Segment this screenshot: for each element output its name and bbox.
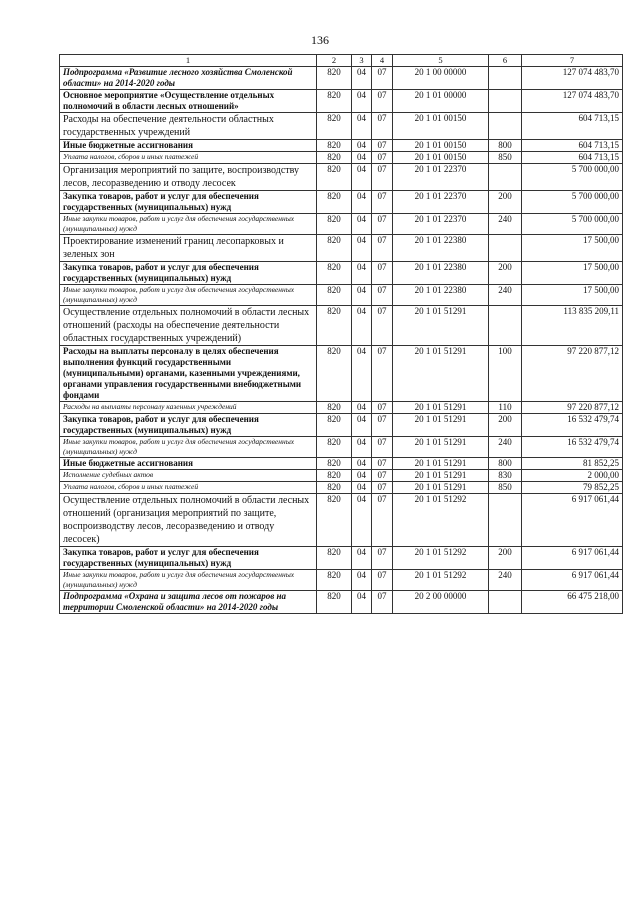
ministry-code-cell: 820 xyxy=(317,494,352,547)
column-header: 6 xyxy=(489,55,522,67)
ministry-code-cell: 820 xyxy=(317,402,352,414)
target-article-cell: 20 1 01 22370 xyxy=(393,164,489,191)
ministry-code-cell: 820 xyxy=(317,90,352,113)
target-article-cell: 20 1 01 00150 xyxy=(393,152,489,164)
expense-type-cell: 240 xyxy=(489,437,522,458)
section-code-cell: 04 xyxy=(352,570,372,591)
amount-cell: 5 700 000,00 xyxy=(522,164,623,191)
expense-type-cell: 110 xyxy=(489,402,522,414)
section-code-cell: 04 xyxy=(352,414,372,437)
ministry-code-cell: 820 xyxy=(317,470,352,482)
section-code-cell: 04 xyxy=(352,164,372,191)
ministry-code-cell: 820 xyxy=(317,262,352,285)
ministry-code-cell: 820 xyxy=(317,346,352,402)
table-row xyxy=(60,164,623,191)
expense-type-cell: 240 xyxy=(489,214,522,235)
table-row xyxy=(60,285,623,306)
expense-type-cell: 800 xyxy=(489,140,522,152)
section-code-cell: 04 xyxy=(352,470,372,482)
target-article-cell: 20 1 01 51292 xyxy=(393,494,489,547)
row-name-cell: Иные бюджетные ассигнования xyxy=(60,458,317,470)
subsection-code-cell: 07 xyxy=(372,482,393,494)
expense-type-cell: 850 xyxy=(489,482,522,494)
subsection-code-cell: 07 xyxy=(372,306,393,346)
row-name-cell: Закупка товаров, работ и услуг для обеспечения государственных (муниципальных) нужд xyxy=(60,414,317,437)
expense-type-cell xyxy=(489,164,522,191)
expense-type-cell xyxy=(489,235,522,262)
amount-cell: 66 475 218,00 xyxy=(522,591,623,614)
table-row xyxy=(60,494,623,547)
amount-cell: 16 532 479,74 xyxy=(522,437,623,458)
subsection-code-cell: 07 xyxy=(372,90,393,113)
amount-cell: 6 917 061,44 xyxy=(522,494,623,547)
section-code-cell: 04 xyxy=(352,262,372,285)
amount-cell: 6 917 061,44 xyxy=(522,570,623,591)
expense-type-cell xyxy=(489,494,522,547)
section-code-cell: 04 xyxy=(352,113,372,140)
row-name-cell: Исполнение судебных актов xyxy=(60,470,317,482)
amount-cell: 604 713,15 xyxy=(522,113,623,140)
row-name-cell: Уплата налогов, сборов и иных платежей xyxy=(60,152,317,164)
target-article-cell: 20 1 01 22380 xyxy=(393,285,489,306)
column-header: 7 xyxy=(522,55,623,67)
ministry-code-cell: 820 xyxy=(317,152,352,164)
expense-type-cell: 830 xyxy=(489,470,522,482)
target-article-cell: 20 1 01 51292 xyxy=(393,547,489,570)
table-row xyxy=(60,591,623,614)
ministry-code-cell: 820 xyxy=(317,547,352,570)
table-row xyxy=(60,458,623,470)
amount-cell: 17 500,00 xyxy=(522,262,623,285)
amount-cell: 604 713,15 xyxy=(522,140,623,152)
amount-cell: 127 074 483,70 xyxy=(522,90,623,113)
table-row xyxy=(60,306,623,346)
section-code-cell: 04 xyxy=(352,67,372,90)
expense-type-cell: 200 xyxy=(489,547,522,570)
target-article-cell: 20 1 01 22370 xyxy=(393,191,489,214)
row-name-cell: Подпрограмма «Охрана и защита лесов от пожаров на территории Смоленской области» на 2014-2020 годы xyxy=(60,591,317,614)
expense-type-cell xyxy=(489,90,522,113)
ministry-code-cell: 820 xyxy=(317,235,352,262)
amount-cell: 604 713,15 xyxy=(522,152,623,164)
target-article-cell: 20 1 01 51291 xyxy=(393,346,489,402)
expense-type-cell: 200 xyxy=(489,191,522,214)
section-code-cell: 04 xyxy=(352,458,372,470)
amount-cell: 79 852,25 xyxy=(522,482,623,494)
row-name-cell: Осуществление отдельных полномочий в области лесных отношений (организация мероприятий по защите, воспроизводству лесов, лесоразведению и отводу лесосек) xyxy=(60,494,317,547)
section-code-cell: 04 xyxy=(352,214,372,235)
ministry-code-cell: 820 xyxy=(317,113,352,140)
table-row xyxy=(60,346,623,402)
section-code-cell: 04 xyxy=(352,191,372,214)
section-code-cell: 04 xyxy=(352,152,372,164)
section-code-cell: 04 xyxy=(352,591,372,614)
target-article-cell: 20 1 01 51291 xyxy=(393,414,489,437)
row-name-cell: Закупка товаров, работ и услуг для обеспечения государственных (муниципальных) нужд xyxy=(60,191,317,214)
target-article-cell: 20 1 01 22370 xyxy=(393,214,489,235)
row-name-cell: Основное мероприятие «Осуществление отдельных полномочий в области лесных отношений» xyxy=(60,90,317,113)
ministry-code-cell: 820 xyxy=(317,285,352,306)
table-row xyxy=(60,414,623,437)
row-name-cell: Проектирование изменений границ лесопарковых и зеленых зон xyxy=(60,235,317,262)
expense-type-cell: 240 xyxy=(489,285,522,306)
ministry-code-cell: 820 xyxy=(317,214,352,235)
table-row xyxy=(60,547,623,570)
expense-type-cell xyxy=(489,591,522,614)
ministry-code-cell: 820 xyxy=(317,164,352,191)
row-name-cell: Закупка товаров, работ и услуг для обеспечения государственных (муниципальных) нужд xyxy=(60,547,317,570)
subsection-code-cell: 07 xyxy=(372,235,393,262)
target-article-cell: 20 2 00 00000 xyxy=(393,591,489,614)
amount-cell: 17 500,00 xyxy=(522,235,623,262)
target-article-cell: 20 1 00 00000 xyxy=(393,67,489,90)
subsection-code-cell: 07 xyxy=(372,164,393,191)
target-article-cell: 20 1 01 51291 xyxy=(393,402,489,414)
target-article-cell: 20 1 01 22380 xyxy=(393,262,489,285)
budget-table xyxy=(59,54,623,614)
target-article-cell: 20 1 01 51291 xyxy=(393,437,489,458)
table-row xyxy=(60,482,623,494)
section-code-cell: 04 xyxy=(352,482,372,494)
subsection-code-cell: 07 xyxy=(372,262,393,285)
ministry-code-cell: 820 xyxy=(317,482,352,494)
table-row xyxy=(60,470,623,482)
column-header: 1 xyxy=(60,55,317,67)
amount-cell: 2 000,00 xyxy=(522,470,623,482)
target-article-cell: 20 1 01 00000 xyxy=(393,90,489,113)
ministry-code-cell: 820 xyxy=(317,191,352,214)
table-row xyxy=(60,402,623,414)
column-header: 4 xyxy=(372,55,393,67)
section-code-cell: 04 xyxy=(352,494,372,547)
subsection-code-cell: 07 xyxy=(372,152,393,164)
target-article-cell: 20 1 01 00150 xyxy=(393,140,489,152)
subsection-code-cell: 07 xyxy=(372,402,393,414)
row-name-cell: Иные бюджетные ассигнования xyxy=(60,140,317,152)
header-row xyxy=(60,55,623,67)
ministry-code-cell: 820 xyxy=(317,306,352,346)
table-row xyxy=(60,262,623,285)
expense-type-cell: 200 xyxy=(489,414,522,437)
subsection-code-cell: 07 xyxy=(372,414,393,437)
expense-type-cell xyxy=(489,306,522,346)
section-code-cell: 04 xyxy=(352,140,372,152)
expense-type-cell: 100 xyxy=(489,346,522,402)
ministry-code-cell: 820 xyxy=(317,437,352,458)
row-name-cell: Организация мероприятий по защите, воспроизводству лесов, лесоразведению и отводу лесосек xyxy=(60,164,317,191)
subsection-code-cell: 07 xyxy=(372,285,393,306)
amount-cell: 5 700 000,00 xyxy=(522,214,623,235)
subsection-code-cell: 07 xyxy=(372,470,393,482)
expense-type-cell xyxy=(489,113,522,140)
target-article-cell: 20 1 01 51291 xyxy=(393,470,489,482)
expense-type-cell: 800 xyxy=(489,458,522,470)
expense-type-cell xyxy=(489,67,522,90)
row-name-cell: Иные закупки товаров, работ и услуг для обеспечения государственных (муниципальных) нужд xyxy=(60,214,317,235)
section-code-cell: 04 xyxy=(352,547,372,570)
section-code-cell: 04 xyxy=(352,90,372,113)
table-row xyxy=(60,113,623,140)
target-article-cell: 20 1 01 00150 xyxy=(393,113,489,140)
subsection-code-cell: 07 xyxy=(372,67,393,90)
section-code-cell: 04 xyxy=(352,306,372,346)
subsection-code-cell: 07 xyxy=(372,113,393,140)
amount-cell: 127 074 483,70 xyxy=(522,67,623,90)
amount-cell: 81 852,25 xyxy=(522,458,623,470)
row-name-cell: Закупка товаров, работ и услуг для обеспечения государственных (муниципальных) нужд xyxy=(60,262,317,285)
column-header: 2 xyxy=(317,55,352,67)
target-article-cell: 20 1 01 51291 xyxy=(393,458,489,470)
subsection-code-cell: 07 xyxy=(372,494,393,547)
section-code-cell: 04 xyxy=(352,437,372,458)
target-article-cell: 20 1 01 51292 xyxy=(393,570,489,591)
amount-cell: 6 917 061,44 xyxy=(522,547,623,570)
amount-cell: 113 835 209,11 xyxy=(522,306,623,346)
row-name-cell: Иные закупки товаров, работ и услуг для обеспечения государственных (муниципальных) нужд xyxy=(60,437,317,458)
ministry-code-cell: 820 xyxy=(317,458,352,470)
row-name-cell: Уплата налогов, сборов и иных платежей xyxy=(60,482,317,494)
amount-cell: 97 220 877,12 xyxy=(522,402,623,414)
subsection-code-cell: 07 xyxy=(372,140,393,152)
table-row xyxy=(60,90,623,113)
subsection-code-cell: 07 xyxy=(372,547,393,570)
row-name-cell: Иные закупки товаров, работ и услуг для обеспечения государственных (муниципальных) нужд xyxy=(60,570,317,591)
row-name-cell: Осуществление отдельных полномочий в области лесных отношений (расходы на обеспечение деятельности областных государственных учреждений) xyxy=(60,306,317,346)
table-row xyxy=(60,570,623,591)
subsection-code-cell: 07 xyxy=(372,437,393,458)
table-row xyxy=(60,214,623,235)
row-name-cell: Иные закупки товаров, работ и услуг для обеспечения государственных (муниципальных) нужд xyxy=(60,285,317,306)
column-header: 3 xyxy=(352,55,372,67)
subsection-code-cell: 07 xyxy=(372,570,393,591)
expense-type-cell: 850 xyxy=(489,152,522,164)
table-row xyxy=(60,437,623,458)
subsection-code-cell: 07 xyxy=(372,346,393,402)
amount-cell: 16 532 479,74 xyxy=(522,414,623,437)
ministry-code-cell: 820 xyxy=(317,591,352,614)
target-article-cell: 20 1 01 51291 xyxy=(393,306,489,346)
amount-cell: 5 700 000,00 xyxy=(522,191,623,214)
amount-cell: 97 220 877,12 xyxy=(522,346,623,402)
expense-type-cell: 200 xyxy=(489,262,522,285)
amount-cell: 17 500,00 xyxy=(522,285,623,306)
row-name-cell: Расходы на выплаты персоналу казенных учреждений xyxy=(60,402,317,414)
ministry-code-cell: 820 xyxy=(317,140,352,152)
section-code-cell: 04 xyxy=(352,346,372,402)
subsection-code-cell: 07 xyxy=(372,458,393,470)
column-header: 5 xyxy=(393,55,489,67)
target-article-cell: 20 1 01 51291 xyxy=(393,482,489,494)
table-row xyxy=(60,140,623,152)
ministry-code-cell: 820 xyxy=(317,570,352,591)
ministry-code-cell: 820 xyxy=(317,414,352,437)
page-number: 136 xyxy=(311,33,329,47)
table-row xyxy=(60,152,623,164)
section-code-cell: 04 xyxy=(352,402,372,414)
table-row xyxy=(60,235,623,262)
row-name-cell: Подпрограмма «Развитие лесного хозяйства Смоленской области» на 2014-2020 годы xyxy=(60,67,317,90)
table-row xyxy=(60,191,623,214)
section-code-cell: 04 xyxy=(352,285,372,306)
expense-type-cell: 240 xyxy=(489,570,522,591)
section-code-cell: 04 xyxy=(352,235,372,262)
table-row xyxy=(60,67,623,90)
target-article-cell: 20 1 01 22380 xyxy=(393,235,489,262)
row-name-cell: Расходы на выплаты персоналу в целях обеспечения выполнения функций государственными (муниципальными) органами, казенными учреждениями, органами управления государственными внебюджетными фондами xyxy=(60,346,317,402)
subsection-code-cell: 07 xyxy=(372,591,393,614)
ministry-code-cell: 820 xyxy=(317,67,352,90)
subsection-code-cell: 07 xyxy=(372,191,393,214)
subsection-code-cell: 07 xyxy=(372,214,393,235)
row-name-cell: Расходы на обеспечение деятельности областных государственных учреждений xyxy=(60,113,317,140)
